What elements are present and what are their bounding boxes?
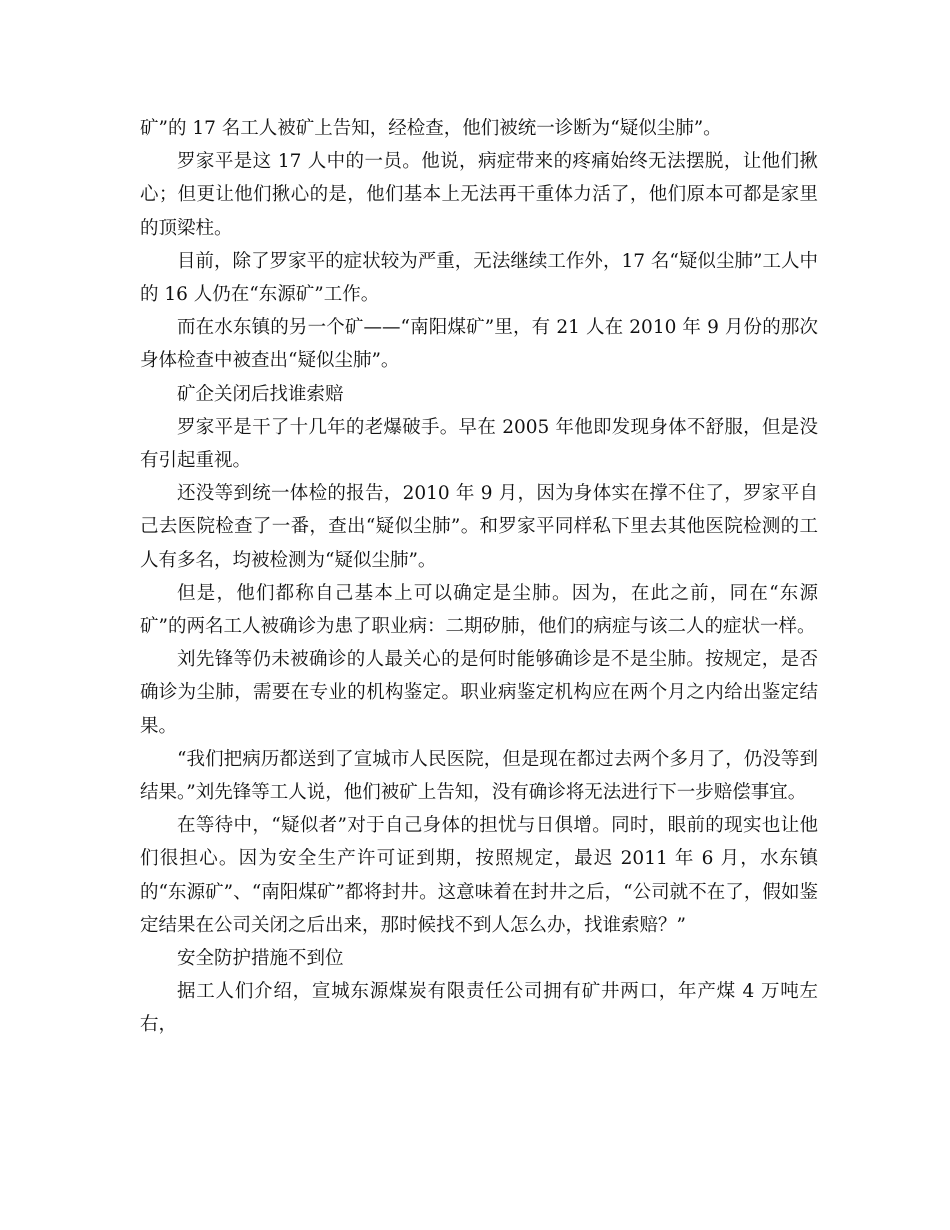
- paragraph-11: 据工人们介绍，宣城东源煤炭有限责任公司拥有矿井两口，年产煤 4 万吨左右，: [140, 981, 818, 1036]
- paragraph-8: 刘先锋等仍未被确诊的人最关心的是何时能够确诊是不是尘肺。按规定，是否确诊为尘肺，需要在专业的机构鉴定。职业病鉴定机构应在两个月之内给出鉴定结果。: [140, 649, 818, 737]
- paragraph-5: 罗家平是干了十几年的老爆破手。早在 2005 年他即发现身体不舒服，但是没有引起重视。: [140, 416, 818, 472]
- paragraph-3: 目前，除了罗家平的症状较为严重，无法继续工作外，17 名“疑似尘肺”工人中的 16 人仍在“东源矿”工作。: [140, 250, 818, 306]
- document-page: [140, 112, 818, 1042]
- paragraph-2: 罗家平是这 17 人中的一员。他说，病症带来的疼痛始终无法摆脱，让他们揪心；但更让他们揪心的是，他们基本上无法再干重体力活了，他们原本可都是家里的顶梁柱。: [140, 151, 818, 239]
- paragraph-6: 还没等到统一体检的报告，2010 年 9 月，因为身体实在撑不住了，罗家平自己去医院检查了一番，查出“疑似尘肺”。和罗家平同样私下里去其他医院检测的工人有多名，均被检测为“疑似尘肺”。: [140, 483, 818, 571]
- paragraph-4: 而在水东镇的另一个矿——“南阳煤矿”里，有 21 人在 2010 年 9 月份的那次身体检查中被查出“疑似尘肺”。: [140, 317, 818, 372]
- paragraph-1: 矿”的 17 名工人被矿上告知，经检查，他们被统一诊断为“疑似尘肺”。: [140, 118, 722, 139]
- section-heading-1: 矿企关闭后找谁索赔: [177, 383, 344, 405]
- paragraph-9: “我们把病历都送到了宣城市人民医院，但是现在都过去两个多月了，仍没等到结果。”刘先锋等工人说，他们被矿上告知，没有确诊将无法进行下一步赔偿事宜。: [140, 748, 818, 804]
- paragraph-10: 在等待中，“疑似者”对于自己身体的担忧与日俱增。同时，眼前的现实也让他们很担心。因为安全生产许可证到期，按照规定，最迟 2011 年 6 月，水东镇的“东源矿”、“南阳煤矿”都将封井。这意味着在封井之后，“公司就不在了，假如鉴定结果在公司关闭之后出来，那时候找不到人怎么办，找谁索赔？”: [140, 815, 818, 936]
- section-heading-2: 安全防护措施不到位: [177, 948, 344, 970]
- paragraph-7: 但是，他们都称自己基本上可以确定是尘肺。因为，在此之前，同在“东源矿”的两名工人被确诊为患了职业病：二期矽肺，他们的病症与该二人的症状一样。: [140, 582, 818, 638]
